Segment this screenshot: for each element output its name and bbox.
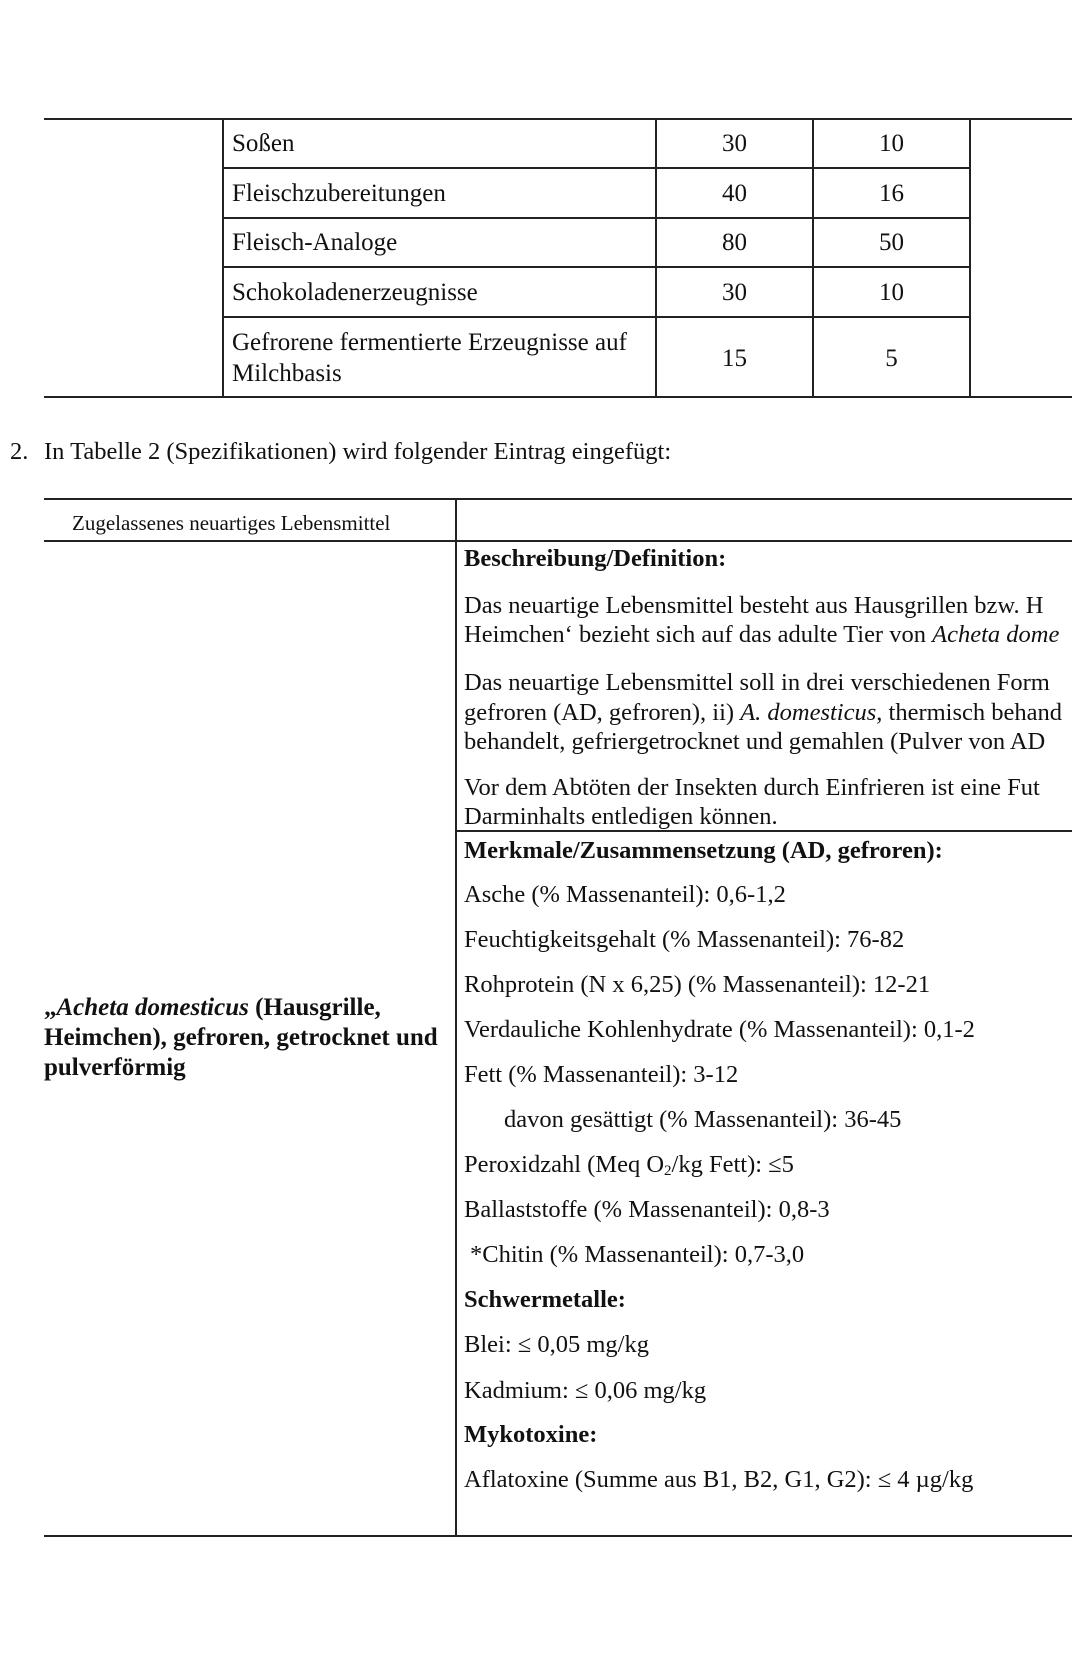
- metal-item: Kadmium: ≤ 0,06 mg/kg: [464, 1377, 707, 1404]
- row-value: 15: [722, 345, 747, 372]
- spec-column: [460, 540, 1072, 1535]
- composition-item: Ballaststoffe (% Massenanteil): 0,8-3: [464, 1196, 830, 1223]
- item-number: 2.: [10, 438, 29, 465]
- species-name: Acheta domesticus: [56, 994, 249, 1021]
- row-value: 10: [879, 279, 904, 306]
- row-value: 80: [722, 229, 747, 256]
- peroxide-text: Peroxidzahl (Meq O: [464, 1151, 665, 1178]
- row-value: 16: [879, 180, 904, 207]
- food-name-rest: (Hausgrille, Heimchen), gefroren, getrocknet und pulverförmig: [44, 994, 438, 1081]
- row-label: Schokoladenerzeugnisse: [232, 279, 478, 306]
- composition-item: Rohprotein (N x 6,25) (% Massenanteil): 12-21: [464, 971, 931, 998]
- row-value: 50: [879, 229, 904, 256]
- composition-item: Asche (% Massenanteil): 0,6-1,2: [464, 881, 786, 908]
- table1-top-border: [44, 118, 1072, 120]
- row-value: 30: [722, 279, 747, 306]
- row-value: 40: [722, 180, 747, 207]
- novel-food-name: [44, 993, 439, 1083]
- table1-bottom-border: [44, 396, 1072, 398]
- table2-bottom-border: [44, 1535, 1072, 1537]
- fasting-line: Vor dem Abtöten der Insekten durch Einfrieren ist eine Fut: [464, 774, 1040, 801]
- peroxide-item: [464, 1150, 794, 1186]
- table2-header: Zugelassenes neuartiges Lebensmittel: [72, 511, 391, 535]
- form-line-text: gefroren (AD, gefroren), ii): [464, 699, 741, 726]
- row-value: 10: [879, 130, 904, 157]
- table2-top-border: [44, 498, 1072, 500]
- composition-item: Feuchtigkeitsgehalt (% Massenanteil): 76-82: [464, 926, 905, 953]
- open-quote: „: [44, 994, 57, 1021]
- row-divider: [223, 217, 971, 219]
- row-label: Gefrorene fermentierte Erzeugnisse auf Milchbasis: [232, 329, 627, 387]
- composition-subitem: davon gesättigt (% Massenanteil): 36-45: [504, 1106, 902, 1133]
- col-divider: [969, 118, 971, 398]
- peroxide-subscript: 2: [664, 1163, 672, 1179]
- row-divider: [223, 266, 971, 268]
- row-label: Soßen: [232, 130, 295, 157]
- form-line-italic: A. domesticus: [740, 699, 877, 726]
- col-divider: [222, 118, 224, 398]
- description-heading: Beschreibung/Definition:: [464, 545, 727, 572]
- desc-line-text: Heimchen‘ bezieht sich auf das adulte Tier von: [464, 621, 933, 648]
- form-line: Das neuartige Lebensmittel soll in drei verschiedenen Form: [464, 669, 1050, 696]
- fasting-line: Darminhalts entledigen können.: [464, 803, 778, 830]
- form-line-tail: , thermisch behand: [876, 699, 1063, 726]
- peroxide-value: /kg Fett): ≤5: [671, 1151, 794, 1178]
- row-divider: [223, 316, 971, 318]
- composition-heading: Merkmale/Zusammensetzung (AD, gefroren):: [464, 837, 943, 864]
- desc-line-italic: Acheta dome: [932, 621, 1060, 648]
- desc-line: [464, 620, 1059, 650]
- row-label: Fleischzubereitungen: [232, 180, 446, 207]
- composition-item: *Chitin (% Massenanteil): 0,7-3,0: [470, 1241, 805, 1268]
- heavy-metals-heading: Schwermetalle:: [464, 1286, 626, 1313]
- mycotoxin-item: Aflatoxine (Summe aus B1, B2, G1, G2): ≤ 4 µg/kg: [464, 1466, 974, 1493]
- row-divider: [223, 167, 971, 169]
- composition-item: Fett (% Massenanteil): 3-12: [464, 1061, 739, 1088]
- form-line: behandelt, gefriergetrocknet und gemahlen (Pulver von AD: [464, 728, 1046, 755]
- composition-item: Verdauliche Kohlenhydrate (% Massenanteil): 0,1-2: [464, 1016, 975, 1043]
- row-label: Fleisch-Analoge: [232, 229, 398, 256]
- row-value: 5: [885, 345, 898, 372]
- col-divider: [455, 498, 457, 1536]
- row-value: 30: [722, 130, 747, 157]
- metal-item: Blei: ≤ 0,05 mg/kg: [464, 1331, 649, 1358]
- mycotoxins-heading: Mykotoxine:: [464, 1421, 598, 1448]
- item-text: In Tabelle 2 (Spezifikationen) wird folgender Eintrag eingefügt:: [44, 438, 672, 465]
- form-line: [464, 698, 1062, 728]
- desc-line: Das neuartige Lebensmittel besteht aus Hausgrillen bzw. H: [464, 592, 1044, 619]
